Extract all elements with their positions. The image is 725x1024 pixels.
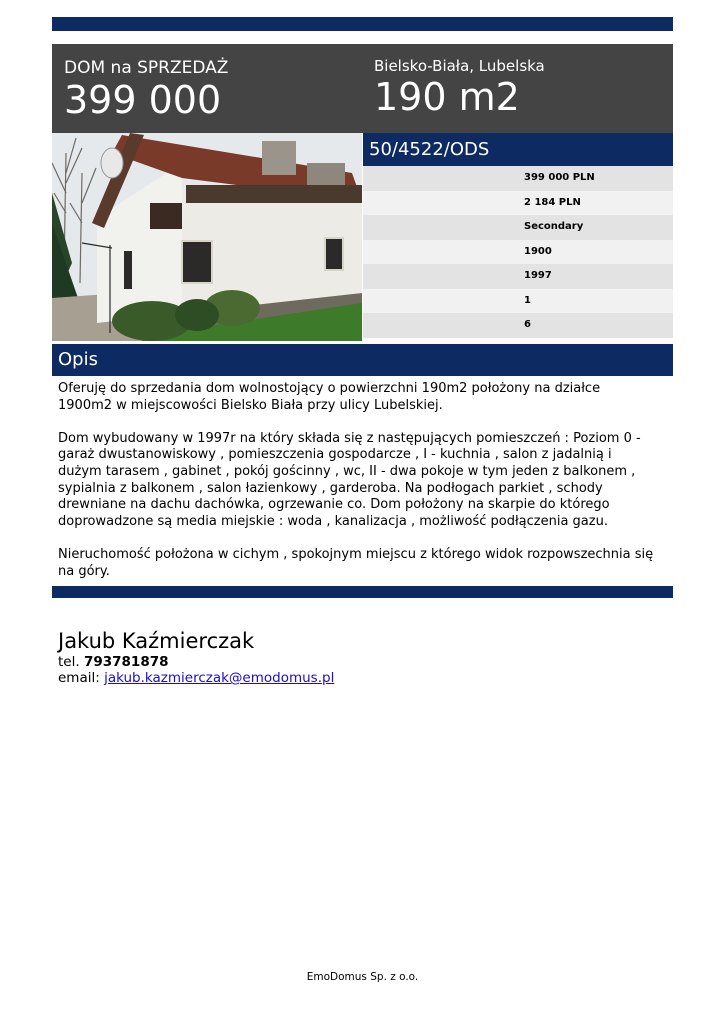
- footer-company: EmoDomus Sp. z o.o.: [306, 971, 419, 983]
- area-value: 190 m2: [374, 75, 520, 119]
- agent-email-line: [58, 670, 334, 686]
- spec-price: 399 000 PLN: [363, 166, 673, 191]
- header-right: [374, 44, 545, 117]
- header-left: [64, 44, 228, 120]
- specs-table: [363, 166, 673, 338]
- price-value: 399 000: [64, 78, 222, 122]
- agent-contact: [58, 628, 334, 686]
- phone-number: 793781878: [83, 654, 169, 670]
- email-link[interactable]: jakub.kazmierczak@emodomus.pl: [104, 670, 335, 686]
- email-label: email:: [58, 670, 100, 686]
- agent-name: Jakub Kaźmierczak: [58, 629, 255, 653]
- description-paragraph: Dom wybudowany w 1997r na który składa się z następujących pomieszczeń : Poziom 0 - garaż dwustanowiskowy , pomieszczenia gospodarcze , I - kuchnia , salon z jadalnią i dużym tarasem , gabinet , pokój gościnny , wc, II - dwa pokoje w tym jeden z balkonem , sypialnia z balkonem , salon łazienkowy , garderoba. Na podłogach parkiet , schody drewniane na dachu dachówka, ogrzewanie co. Dom położony na skarpie do którego doprowadzone są media miejskie : woda , kanalizacja , możliwość podłączenia gazu.: [58, 430, 641, 529]
- spec-floors: 1: [363, 289, 673, 314]
- spec-market: Secondary: [363, 215, 673, 240]
- spec-rooms: 6: [363, 313, 673, 338]
- agent-phone-line: [58, 654, 334, 670]
- description-heading: Opis: [52, 344, 673, 376]
- description-paragraph: Oferuję do sprzedania dom wolnostojący o powierzchni 190m2 położony na działce 1900m2 w miejscowości Bielsko Biała przy ulicy Lubelskiej.: [58, 381, 601, 413]
- phone-label: tel.: [58, 654, 80, 670]
- spec-year-built: 1997: [363, 264, 673, 289]
- property-photo: [52, 133, 362, 341]
- spec-price-per-m2: 2 184 PLN: [363, 191, 673, 216]
- reference-number: 50/4522/ODS: [363, 133, 673, 166]
- section-divider-bar: [52, 586, 673, 598]
- listing-header: [52, 44, 673, 133]
- description-paragraph: Nieruchomość położona w cichym , spokojnym miejscu z którego widok rozpowszechnia się na góry.: [58, 546, 654, 579]
- top-divider-bar: [52, 17, 673, 31]
- description-body: [58, 381, 658, 597]
- property-type-label: DOM na SPRZEDAŻ: [64, 58, 229, 78]
- location-label: Bielsko-Biała, Lubelska: [374, 57, 545, 75]
- spec-plot-area: 1900: [363, 240, 673, 265]
